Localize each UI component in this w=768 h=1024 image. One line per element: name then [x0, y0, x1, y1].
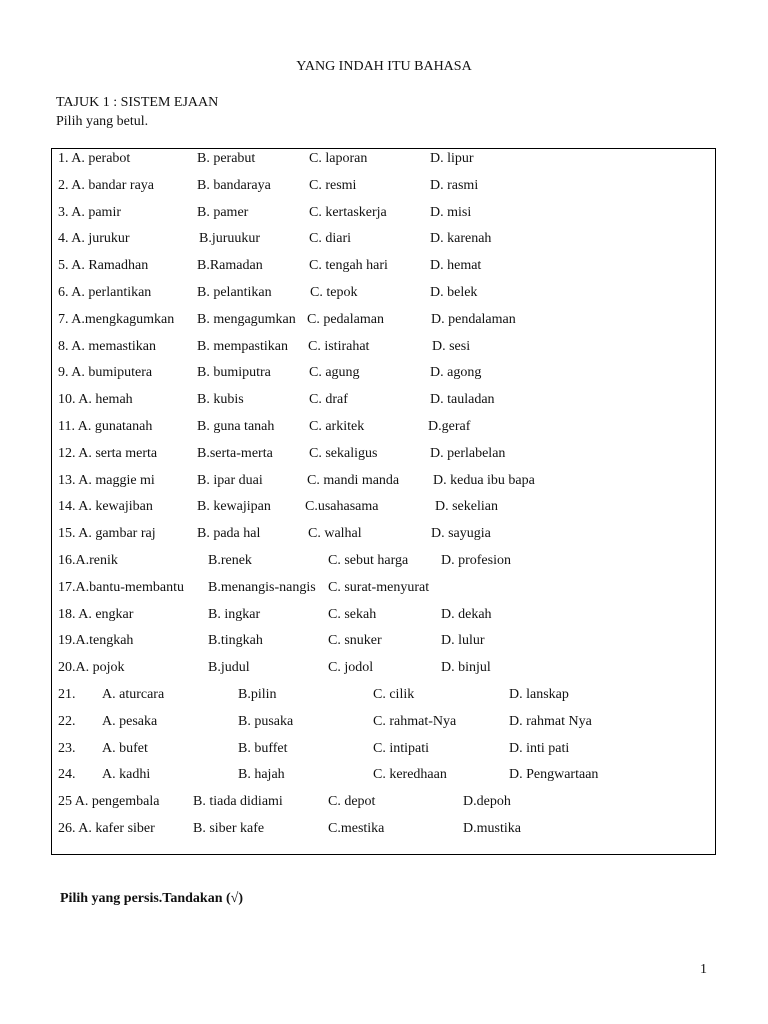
option-c: C. keredhaan: [373, 767, 447, 783]
option-d: D. lanskap: [509, 687, 569, 702]
question-row: [52, 365, 715, 385]
option-a: 13. A. maggie mi: [58, 472, 155, 488]
option-d: D. profesion: [441, 553, 511, 568]
option-b: B. ipar duai: [197, 472, 263, 488]
option-d: D. tauladan: [430, 392, 495, 408]
option-b: B.judul: [208, 660, 250, 676]
question-row: [52, 633, 715, 653]
next-section-instruction: Pilih yang persis.Tandakan (√): [60, 891, 243, 906]
option-c: C. sebut harga: [328, 553, 409, 568]
option-c: C.mestika: [328, 821, 385, 836]
option-d: D. agong: [430, 365, 482, 381]
option-d: D. hemat: [430, 258, 482, 274]
option-b: B. kewajipan: [197, 499, 271, 515]
option-a: 18. A. engkar: [58, 606, 134, 622]
option-a: 1. A. perabot: [58, 151, 131, 166]
option-c: C. kertaskerja: [309, 204, 387, 220]
question-row: [52, 419, 715, 439]
option-d: D. perlabelan: [430, 445, 506, 461]
instruction-text: Pilih yang betul.: [56, 114, 149, 129]
option-d: D. inti pati: [509, 740, 570, 756]
option-c: C. intipati: [373, 740, 429, 756]
option-d: D. rahmat Nya: [509, 713, 592, 729]
option-c: C. pedalaman: [307, 311, 384, 327]
option-b: B.tingkah: [208, 633, 263, 649]
option-c: C. rahmat-Nya: [373, 713, 457, 729]
option-c: C. sekaligus: [309, 445, 378, 461]
question-row: [52, 473, 715, 493]
option-a: 16.A.renik: [58, 553, 118, 568]
option-c: C. cilik: [373, 687, 415, 702]
option-b: B.juruukur: [199, 231, 261, 247]
question-number: 21.: [58, 687, 76, 702]
option-d: D. misi: [430, 204, 472, 220]
option-b: B. pamer: [197, 204, 249, 220]
option-c: C. walhal: [308, 526, 362, 542]
option-a: 26. A. kafer siber: [58, 821, 155, 836]
option-d: D. lipur: [430, 151, 474, 166]
question-number: 24.: [58, 767, 76, 783]
question-row: [52, 258, 715, 278]
option-b: B. tiada didiami: [193, 794, 283, 810]
option-a: A. bufet: [102, 740, 148, 756]
option-c: C. agung: [309, 365, 360, 381]
option-b: B. pusaka: [238, 713, 294, 729]
question-row: [52, 607, 715, 627]
option-a: 9. A. bumiputera: [58, 365, 153, 381]
option-c: C.usahasama: [305, 499, 379, 515]
question-row: [52, 392, 715, 412]
option-d: D. sesi: [432, 338, 471, 354]
option-c: C. jodol: [328, 660, 374, 676]
option-b: B. perabut: [197, 151, 256, 166]
option-b: B. pelantikan: [197, 285, 272, 300]
question-row: [52, 794, 715, 814]
question-row: [52, 178, 715, 198]
option-d: D. rasmi: [430, 177, 479, 193]
question-row: [52, 312, 715, 332]
option-b: B.renek: [208, 553, 252, 568]
option-c: C. mandi manda: [307, 472, 400, 488]
question-row: [52, 339, 715, 359]
option-d: D.geraf: [428, 419, 471, 434]
option-a: 4. A. jurukur: [58, 231, 130, 247]
option-a: 25 A. pengembala: [58, 794, 160, 810]
option-b: B. bumiputra: [197, 365, 271, 381]
option-b: B. bandaraya: [197, 177, 271, 193]
option-b: B.pilin: [238, 687, 277, 702]
question-row: [52, 553, 715, 573]
option-c: C. sekah: [328, 606, 377, 622]
option-a: 19.A.tengkah: [58, 633, 134, 649]
option-a: 10. A. hemah: [58, 392, 133, 408]
option-d: D. pendalaman: [431, 311, 516, 327]
question-row: [52, 714, 715, 734]
option-b: B. hajah: [238, 767, 285, 783]
option-a: 6. A. perlantikan: [58, 285, 152, 300]
option-c: C. arkitek: [309, 419, 365, 434]
question-row: [52, 446, 715, 466]
option-c: C. laporan: [309, 151, 368, 166]
document-title: YANG INDAH ITU BAHASA: [296, 59, 472, 74]
option-c: C. tengah hari: [309, 258, 388, 274]
question-row: [52, 285, 715, 305]
option-a: 11. A. gunatanah: [58, 419, 153, 434]
option-c: C. diari: [309, 231, 351, 247]
question-row: [52, 151, 715, 171]
option-d: D. lulur: [441, 633, 485, 649]
option-b: B. guna tanah: [197, 419, 275, 434]
option-b: B.Ramadan: [197, 258, 263, 274]
question-row: [52, 687, 715, 707]
option-b: B.serta-merta: [197, 445, 273, 461]
option-b: B. mempastikan: [197, 338, 288, 354]
page-number: 1: [700, 962, 707, 977]
option-c: C. depot: [328, 794, 376, 810]
option-d: D.depoh: [463, 794, 511, 810]
option-b: B. siber kafe: [193, 821, 265, 836]
option-a: A. pesaka: [102, 713, 158, 729]
option-a: 14. A. kewajiban: [58, 499, 153, 515]
option-d: D. karenah: [430, 231, 492, 247]
option-c: C. snuker: [328, 633, 382, 649]
question-row: [52, 231, 715, 251]
question-row: [52, 767, 715, 787]
option-a: 2. A. bandar raya: [58, 177, 155, 193]
question-row: [52, 499, 715, 519]
option-a: 3. A. pamir: [58, 204, 121, 220]
option-c: C. istirahat: [308, 338, 370, 354]
option-b: B. pada hal: [197, 526, 261, 542]
question-row: [52, 205, 715, 225]
option-c: C. draf: [309, 392, 348, 408]
option-c: C. surat-menyurat: [328, 579, 430, 595]
section-heading: TAJUK 1 : SISTEM EJAAN: [56, 95, 219, 110]
option-a: 20.A. pojok: [58, 660, 125, 676]
option-d: D. dekah: [441, 606, 492, 622]
question-row: [52, 580, 715, 600]
option-a: 15. A. gambar raj: [58, 526, 156, 542]
option-a: 5. A. Ramadhan: [58, 258, 149, 274]
option-a: A. kadhi: [102, 767, 151, 783]
option-d: D. belek: [430, 285, 478, 300]
option-b: B. buffet: [238, 740, 288, 756]
option-a: A. aturcara: [102, 687, 165, 702]
option-a: 12. A. serta merta: [58, 445, 158, 461]
option-c: C. resmi: [309, 177, 357, 193]
question-row: [52, 526, 715, 546]
option-d: D.mustika: [463, 821, 521, 836]
option-d: D. sekelian: [435, 499, 498, 515]
option-b: B. mengagumkan: [197, 311, 296, 327]
option-b: B. ingkar: [208, 606, 261, 622]
question-row: [52, 821, 715, 841]
option-c: C. tepok: [310, 285, 358, 300]
option-b: B. kubis: [197, 392, 244, 408]
question-row: [52, 660, 715, 680]
option-d: D. Pengwartaan: [509, 767, 599, 783]
question-number: 22.: [58, 713, 76, 729]
question-number: 23.: [58, 740, 76, 756]
option-d: D. kedua ibu bapa: [433, 472, 535, 488]
option-a: 17.A.bantu-membantu: [58, 579, 184, 595]
option-d: D. sayugia: [431, 526, 491, 542]
question-row: [52, 741, 715, 761]
questions-box: [51, 148, 716, 855]
option-b: B.menangis-nangis: [208, 579, 316, 595]
option-d: D. binjul: [441, 660, 491, 676]
option-a: 7. A.mengkagumkan: [58, 311, 175, 327]
option-a: 8. A. memastikan: [58, 338, 156, 354]
